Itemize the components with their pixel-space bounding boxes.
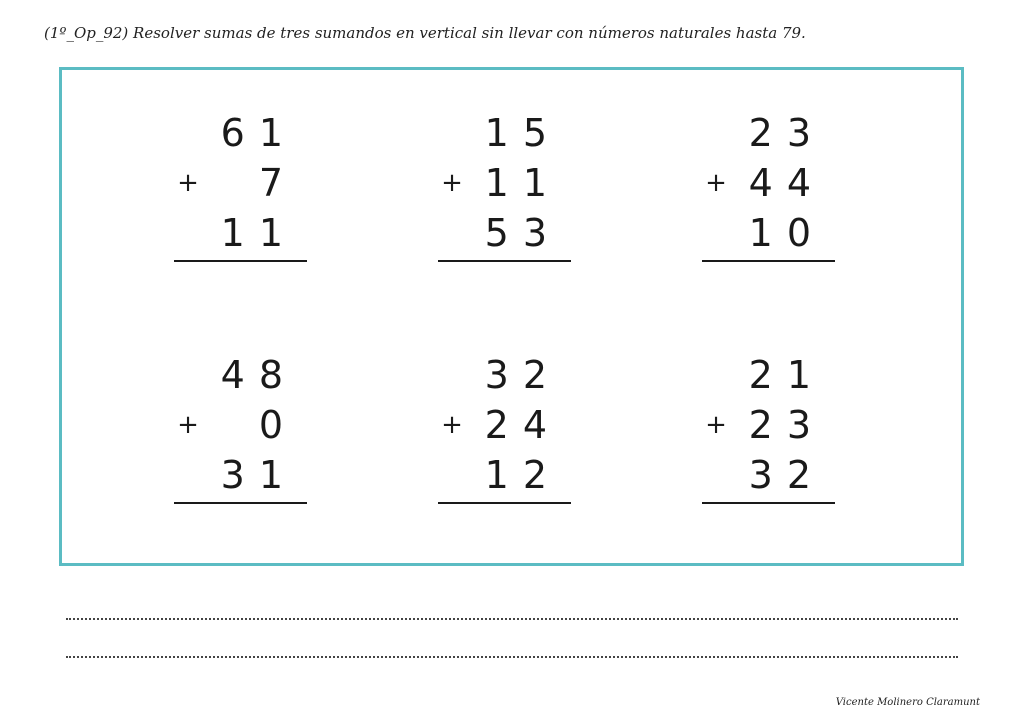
sum-line xyxy=(174,502,307,504)
addition-problem xyxy=(174,108,309,268)
addend-1: 32 xyxy=(484,353,561,397)
worksheet-title: (1º_Op_92) Resolver sumas de tres sumandos en vertical sin llevar con números naturales hasta 79. xyxy=(44,24,806,42)
addend-3: 53 xyxy=(484,211,561,255)
answer-line xyxy=(66,618,958,620)
sum-line xyxy=(702,260,835,262)
exercise-frame xyxy=(59,67,964,566)
addition-problem xyxy=(174,350,309,510)
addend-1: 48 xyxy=(220,353,297,397)
addend-1: 23 xyxy=(748,111,825,155)
addend-1: 21 xyxy=(748,353,825,397)
addition-problem xyxy=(702,108,837,268)
plus-sign: + xyxy=(441,410,463,440)
addend-3: 12 xyxy=(484,453,561,497)
addend-3: 31 xyxy=(220,453,297,497)
sum-line xyxy=(438,502,571,504)
plus-sign: + xyxy=(705,410,727,440)
plus-sign: + xyxy=(177,410,199,440)
addend-2: 11 xyxy=(484,161,561,205)
addend-3: 32 xyxy=(748,453,825,497)
addition-problem xyxy=(438,350,573,510)
plus-sign: + xyxy=(177,168,199,198)
addend-2: 0 xyxy=(258,403,297,447)
addend-2: 44 xyxy=(748,161,825,205)
sum-line xyxy=(438,260,571,262)
sum-line xyxy=(174,260,307,262)
addend-1: 15 xyxy=(484,111,561,155)
author-credit: Vicente Molinero Claramunt xyxy=(835,697,980,708)
addend-2: 7 xyxy=(258,161,297,205)
addend-1: 61 xyxy=(220,111,297,155)
addition-problem xyxy=(438,108,573,268)
plus-sign: + xyxy=(441,168,463,198)
plus-sign: + xyxy=(705,168,727,198)
addend-2: 24 xyxy=(484,403,561,447)
addend-3: 10 xyxy=(748,211,825,255)
sum-line xyxy=(702,502,835,504)
addend-3: 11 xyxy=(220,211,297,255)
answer-line xyxy=(66,656,958,658)
addition-problem xyxy=(702,350,837,510)
addend-2: 23 xyxy=(748,403,825,447)
